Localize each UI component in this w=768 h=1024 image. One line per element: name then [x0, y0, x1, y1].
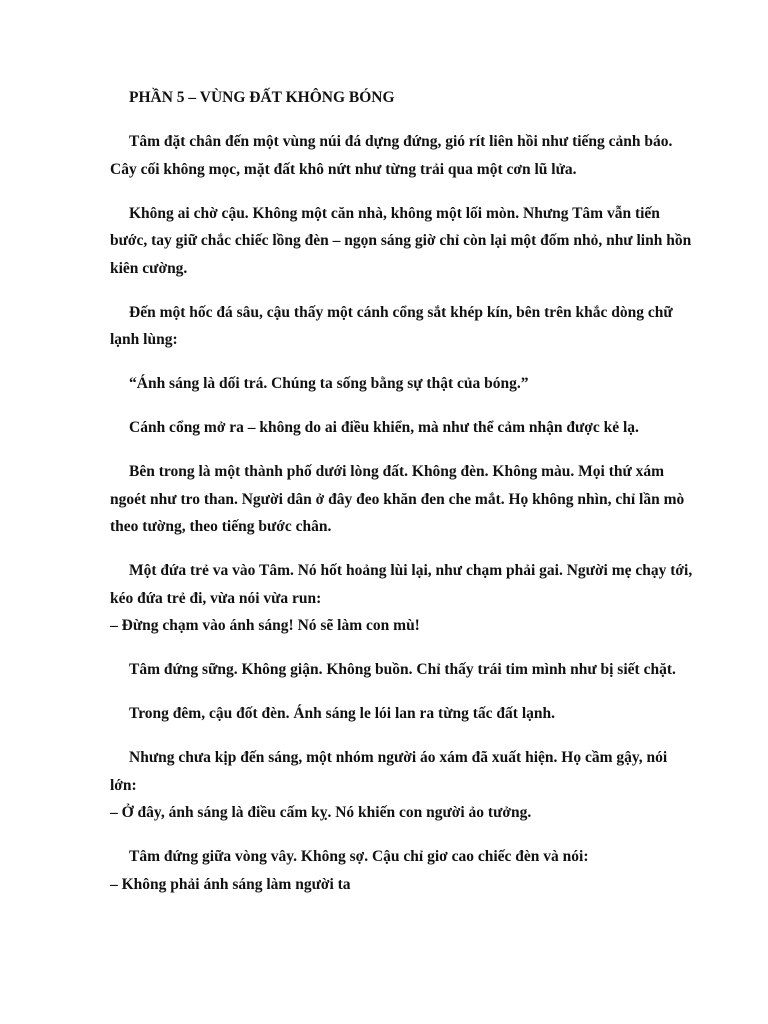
- paragraph-2: [110, 200, 695, 283]
- paragraph-text: “Ánh sáng là dối trá. Chúng ta sống bằng sự thật của bóng.”: [129, 375, 529, 392]
- paragraph-5: [110, 414, 695, 442]
- paragraph-text: Bên trong là một thành phố dưới lòng đất. Không đèn. Không màu. Mọi thứ xám ngoét như tro than. Người dân ở đây đeo khăn đen che mắt. Họ không nhìn, chỉ lần mò theo tường, theo tiếng bước chân.: [110, 463, 685, 535]
- dialog-line: – Đừng chạm vào ánh sáng! Nó sẽ làm con mù!: [110, 617, 420, 634]
- paragraph-8: [110, 656, 695, 684]
- dialog-line: – Ở đây, ánh sáng là điều cấm kỵ. Nó khiến con người ảo tưởng.: [110, 804, 532, 821]
- paragraph-text: Không ai chờ cậu. Không một căn nhà, không một lối mòn. Nhưng Tâm vẫn tiến bước, tay giữ chắc chiếc lồng đèn – ngọn sáng giờ chỉ còn lại một đốm nhỏ, như linh hồn kiên cường.: [110, 204, 692, 277]
- chapter-title: PHẦN 5 – VÙNG ĐẤT KHÔNG BÓNG: [129, 89, 395, 106]
- dialog-line: – Không phải ánh sáng làm người ta: [110, 875, 351, 893]
- paragraph-4-quote: [110, 370, 695, 398]
- paragraph-1: [110, 128, 695, 183]
- paragraph-10: [110, 744, 695, 827]
- paragraph-6: [110, 458, 695, 541]
- paragraph-text: Tâm đặt chân đến một vùng núi đá dựng đứng, gió rít liên hồi như tiếng cảnh báo. Cây cối không mọc, mặt đất khô nứt như từng trải qua một cơn lũ lửa.: [110, 133, 673, 178]
- paragraph-text: Một đứa trẻ va vào Tâm. Nó hốt hoảng lùi lại, như chạm phải gai. Người mẹ chạy tới, kéo đứa trẻ đi, vừa nói vừa run:: [110, 562, 693, 607]
- paragraph-text: Đến một hốc đá sâu, cậu thấy một cánh cổng sắt khép kín, bên trên khắc dòng chữ lạnh lùng:: [110, 303, 673, 348]
- paragraph-7: [110, 557, 695, 640]
- paragraph-text: Tâm đứng giữa vòng vây. Không sợ. Cậu chỉ giơ cao chiếc đèn và nói:: [129, 848, 589, 865]
- paragraph-11: [110, 843, 695, 898]
- paragraph-text: Trong đêm, cậu đốt đèn. Ánh sáng le lói lan ra từng tấc đất lạnh.: [129, 705, 555, 722]
- paragraph-text: Cánh cổng mở ra – không do ai điều khiển, mà như thể cảm nhận được kẻ lạ.: [129, 419, 639, 436]
- paragraph-9: [110, 700, 695, 728]
- document-page: [110, 84, 695, 915]
- paragraph-text: Nhưng chưa kịp đến sáng, một nhóm người áo xám đã xuất hiện. Họ cầm gậy, nói lớn:: [110, 749, 668, 794]
- paragraph-3: [110, 299, 695, 354]
- paragraph-text: Tâm đứng sững. Không giận. Không buồn. Chỉ thấy trái tim mình như bị siết chặt.: [129, 661, 676, 678]
